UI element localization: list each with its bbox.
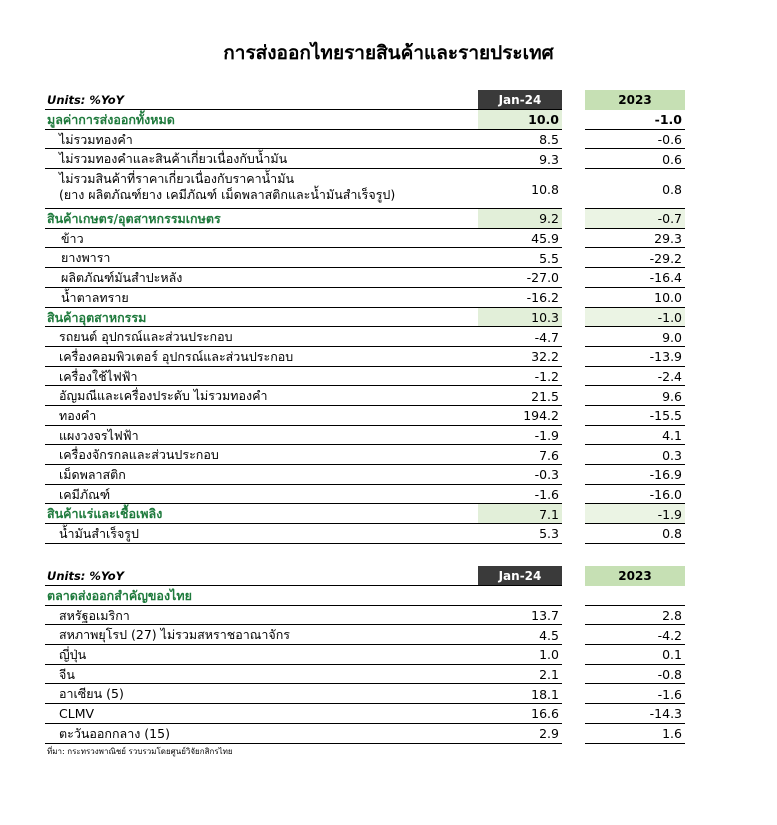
row-label [61,290,129,306]
row-label [59,447,219,463]
table-row [45,426,685,446]
row-label [59,726,170,742]
row-label [59,151,287,167]
value-2023: -0.7 [585,209,685,229]
value-jan24: 10.3 [478,308,562,328]
export-by-product-table [45,90,685,544]
value-jan24: 10.0 [478,110,562,130]
export-by-market-table [45,566,685,744]
value-jan24: 32.2 [531,349,559,365]
value-2023: -2.4 [657,368,682,384]
table-row [45,347,685,367]
table-header [45,566,685,586]
row-label [47,588,192,604]
table-row [45,625,685,645]
value-jan24: 5.5 [539,250,559,266]
value-2023: -0.6 [657,132,682,148]
row-label [61,250,110,266]
table-row [45,169,685,209]
table-row [45,704,685,724]
table-row [45,445,685,465]
value-jan24: -16.2 [526,290,559,306]
row-label [61,231,84,247]
row-label-text: ไม่รวมทองคำและสินค้าเกี่ยวเนื่องกับน้ำมัน [59,151,288,167]
value-2023: -1.9 [585,504,685,524]
value-2023: 0.8 [662,526,682,542]
row-label [59,467,126,483]
value-2023: -15.5 [649,408,682,424]
value-jan24: 10.8 [531,181,559,197]
value-jan24: 9.3 [539,151,559,167]
value-2023: 9.6 [662,388,682,404]
value-2023 [585,586,685,606]
row-label [47,211,221,227]
value-jan24: 7.1 [478,504,562,524]
column-header-jan24: Jan-24 [478,566,562,586]
row-label-text: เครื่องใช้ไฟฟ้า [59,368,138,384]
row-label-text: ไม่รวมสินค้าที่ราคาเกี่ยวเนื่องกับราคาน้ำมัน [59,171,294,187]
row-label-text: ญี่ปุ่น [59,647,87,663]
value-jan24: -4.7 [534,329,559,345]
value-2023: 0.1 [662,647,682,663]
value-jan24: -27.0 [526,270,559,286]
value-2023: 0.6 [662,151,682,167]
table-row [45,110,685,130]
table-row [45,229,685,249]
row-label [59,706,94,722]
value-jan24: 9.2 [478,209,562,229]
row-label-text: อัญมณีและเครื่องประดับ ไม่รวมทองคำ [59,388,268,404]
value-2023: -1.0 [654,112,682,128]
column-header-jan24: Jan-24 [478,90,562,110]
column-header-2023: 2023 [585,90,685,110]
value-2023: -0.8 [657,667,682,683]
row-label-text: เคมีภัณฑ์ [59,486,111,502]
row-label-text-line2: (ยาง ผลิตภัณฑ์ยาง เคมีภัณฑ์ เม็ดพลาสติกและน้ำมันสำเร็จรูป) [59,187,396,203]
value-jan24: 194.2 [523,408,559,424]
table-row [45,465,685,485]
value-2023: 0.3 [662,447,682,463]
units-label: Units: %YoY [47,569,125,583]
row-label [59,526,139,542]
row-label [59,428,139,444]
row-label-text: ตะวันออกกลาง (15) [59,725,170,741]
table-row [45,586,685,606]
row-label [59,349,293,365]
row-label [59,487,110,503]
value-jan24: -1.2 [534,368,559,384]
value-2023: 29.3 [654,231,682,247]
table-row [45,485,685,505]
table-row [45,724,685,744]
value-jan24: 18.1 [531,686,559,702]
row-label [59,171,395,203]
table-row [45,367,685,387]
row-label [59,408,96,424]
table-row [45,308,685,328]
table-row [45,130,685,150]
value-2023: 1.6 [662,726,682,742]
value-jan24: 2.9 [539,726,559,742]
table-row [45,209,685,229]
row-label [59,627,290,643]
row-label-text: ทองคำ [59,407,97,423]
row-label [59,369,138,385]
row-label-text: อาเซียน (5) [59,686,124,702]
table-row [45,149,685,169]
value-jan24: -1.9 [534,427,559,443]
row-label-text: สหภาพยุโรป (27) ไม่รวมสหราชอาณาจักร [59,627,290,643]
row-label-text: CLMV [59,706,95,722]
units-label: Units: %YoY [47,93,125,107]
value-jan24: -0.3 [534,467,559,483]
value-2023: -1.0 [585,308,685,328]
row-label [59,647,86,663]
value-jan24: 2.1 [539,667,559,683]
table-row [45,268,685,288]
table-row [45,684,685,704]
table-row [45,606,685,626]
table-row [45,248,685,268]
row-label-text: ตลาดส่งออกสำคัญของไทย [47,588,192,603]
row-label-text: เครื่องคอมพิวเตอร์ อุปกรณ์และส่วนประกอบ [59,348,294,364]
value-jan24: 7.6 [539,447,559,463]
row-label [59,388,268,404]
row-label [59,608,130,624]
table-row [45,645,685,665]
row-label [47,112,175,128]
table-body [45,110,685,544]
row-label-text: รถยนต์ อุปกรณ์และส่วนประกอบ [59,329,233,345]
source-note: ที่มา: กระทรวงพาณิชย์ รวบรวมโดยศูนย์วิจัยกสิกรไทย [47,747,233,756]
table-row [45,386,685,406]
row-label-text: เครื่องจักรกลและส่วนประกอบ [59,447,219,463]
value-2023: 10.0 [654,290,682,306]
table-header [45,90,685,110]
row-label-text: น้ำตาลทราย [61,289,129,305]
row-label-text: จีน [59,666,75,682]
value-2023: -16.4 [649,270,682,286]
row-label-text: ยางพารา [61,250,111,266]
value-jan24: 21.5 [531,388,559,404]
row-label [61,270,182,286]
row-label-text: สหรัฐอเมริกา [59,607,130,623]
value-jan24 [478,586,562,606]
value-2023: -16.9 [649,467,682,483]
table-row [45,406,685,426]
row-label-text: ผลิตภัณฑ์มันสำปะหลัง [61,270,183,286]
value-2023: -4.2 [657,627,682,643]
page-title: การส่งออกไทยรายสินค้าและรายประเทศ [223,42,554,64]
value-jan24: 1.0 [539,647,559,663]
row-label [59,686,124,702]
value-jan24: 45.9 [531,231,559,247]
value-2023: 2.8 [662,608,682,624]
table-row [45,524,685,544]
table-body [45,586,685,744]
value-2023: -29.2 [649,250,682,266]
row-label-text: ข้าว [61,230,84,246]
value-2023: -1.6 [657,686,682,702]
value-2023: -16.0 [649,487,682,503]
row-label-text: สินค้าอุตสาหกรรม [47,309,147,325]
row-label [47,506,162,522]
value-jan24: -1.6 [534,487,559,503]
value-2023: 4.1 [662,427,682,443]
value-jan24: 13.7 [531,608,559,624]
value-2023: -14.3 [649,706,682,722]
table-row [45,665,685,685]
row-label-text: แผงวงจรไฟฟ้า [59,427,139,443]
row-label-text: เม็ดพลาสติก [59,467,126,482]
row-label [59,329,233,345]
value-jan24: 5.3 [539,526,559,542]
table-row [45,504,685,524]
row-label [59,132,133,148]
row-label-text: ไม่รวมทองคำ [59,131,133,147]
value-2023: -13.9 [649,349,682,365]
value-2023: 9.0 [662,329,682,345]
row-label-text: น้ำมันสำเร็จรูป [59,526,139,542]
column-header-2023: 2023 [585,566,685,586]
row-label-text: สินค้าเกษตร/อุตสาหกรรมเกษตร [47,211,221,227]
table-row [45,327,685,347]
table-row [45,288,685,308]
value-jan24: 4.5 [539,627,559,643]
value-jan24: 16.6 [531,706,559,722]
row-label-text: มูลค่าการส่งออกทั้งหมด [47,112,175,127]
value-jan24: 8.5 [539,132,559,148]
value-2023: 0.8 [662,181,682,197]
row-label-text: สินค้าแร่และเชื้อเพลิง [47,506,163,522]
row-label [59,667,75,683]
row-label [47,310,146,326]
